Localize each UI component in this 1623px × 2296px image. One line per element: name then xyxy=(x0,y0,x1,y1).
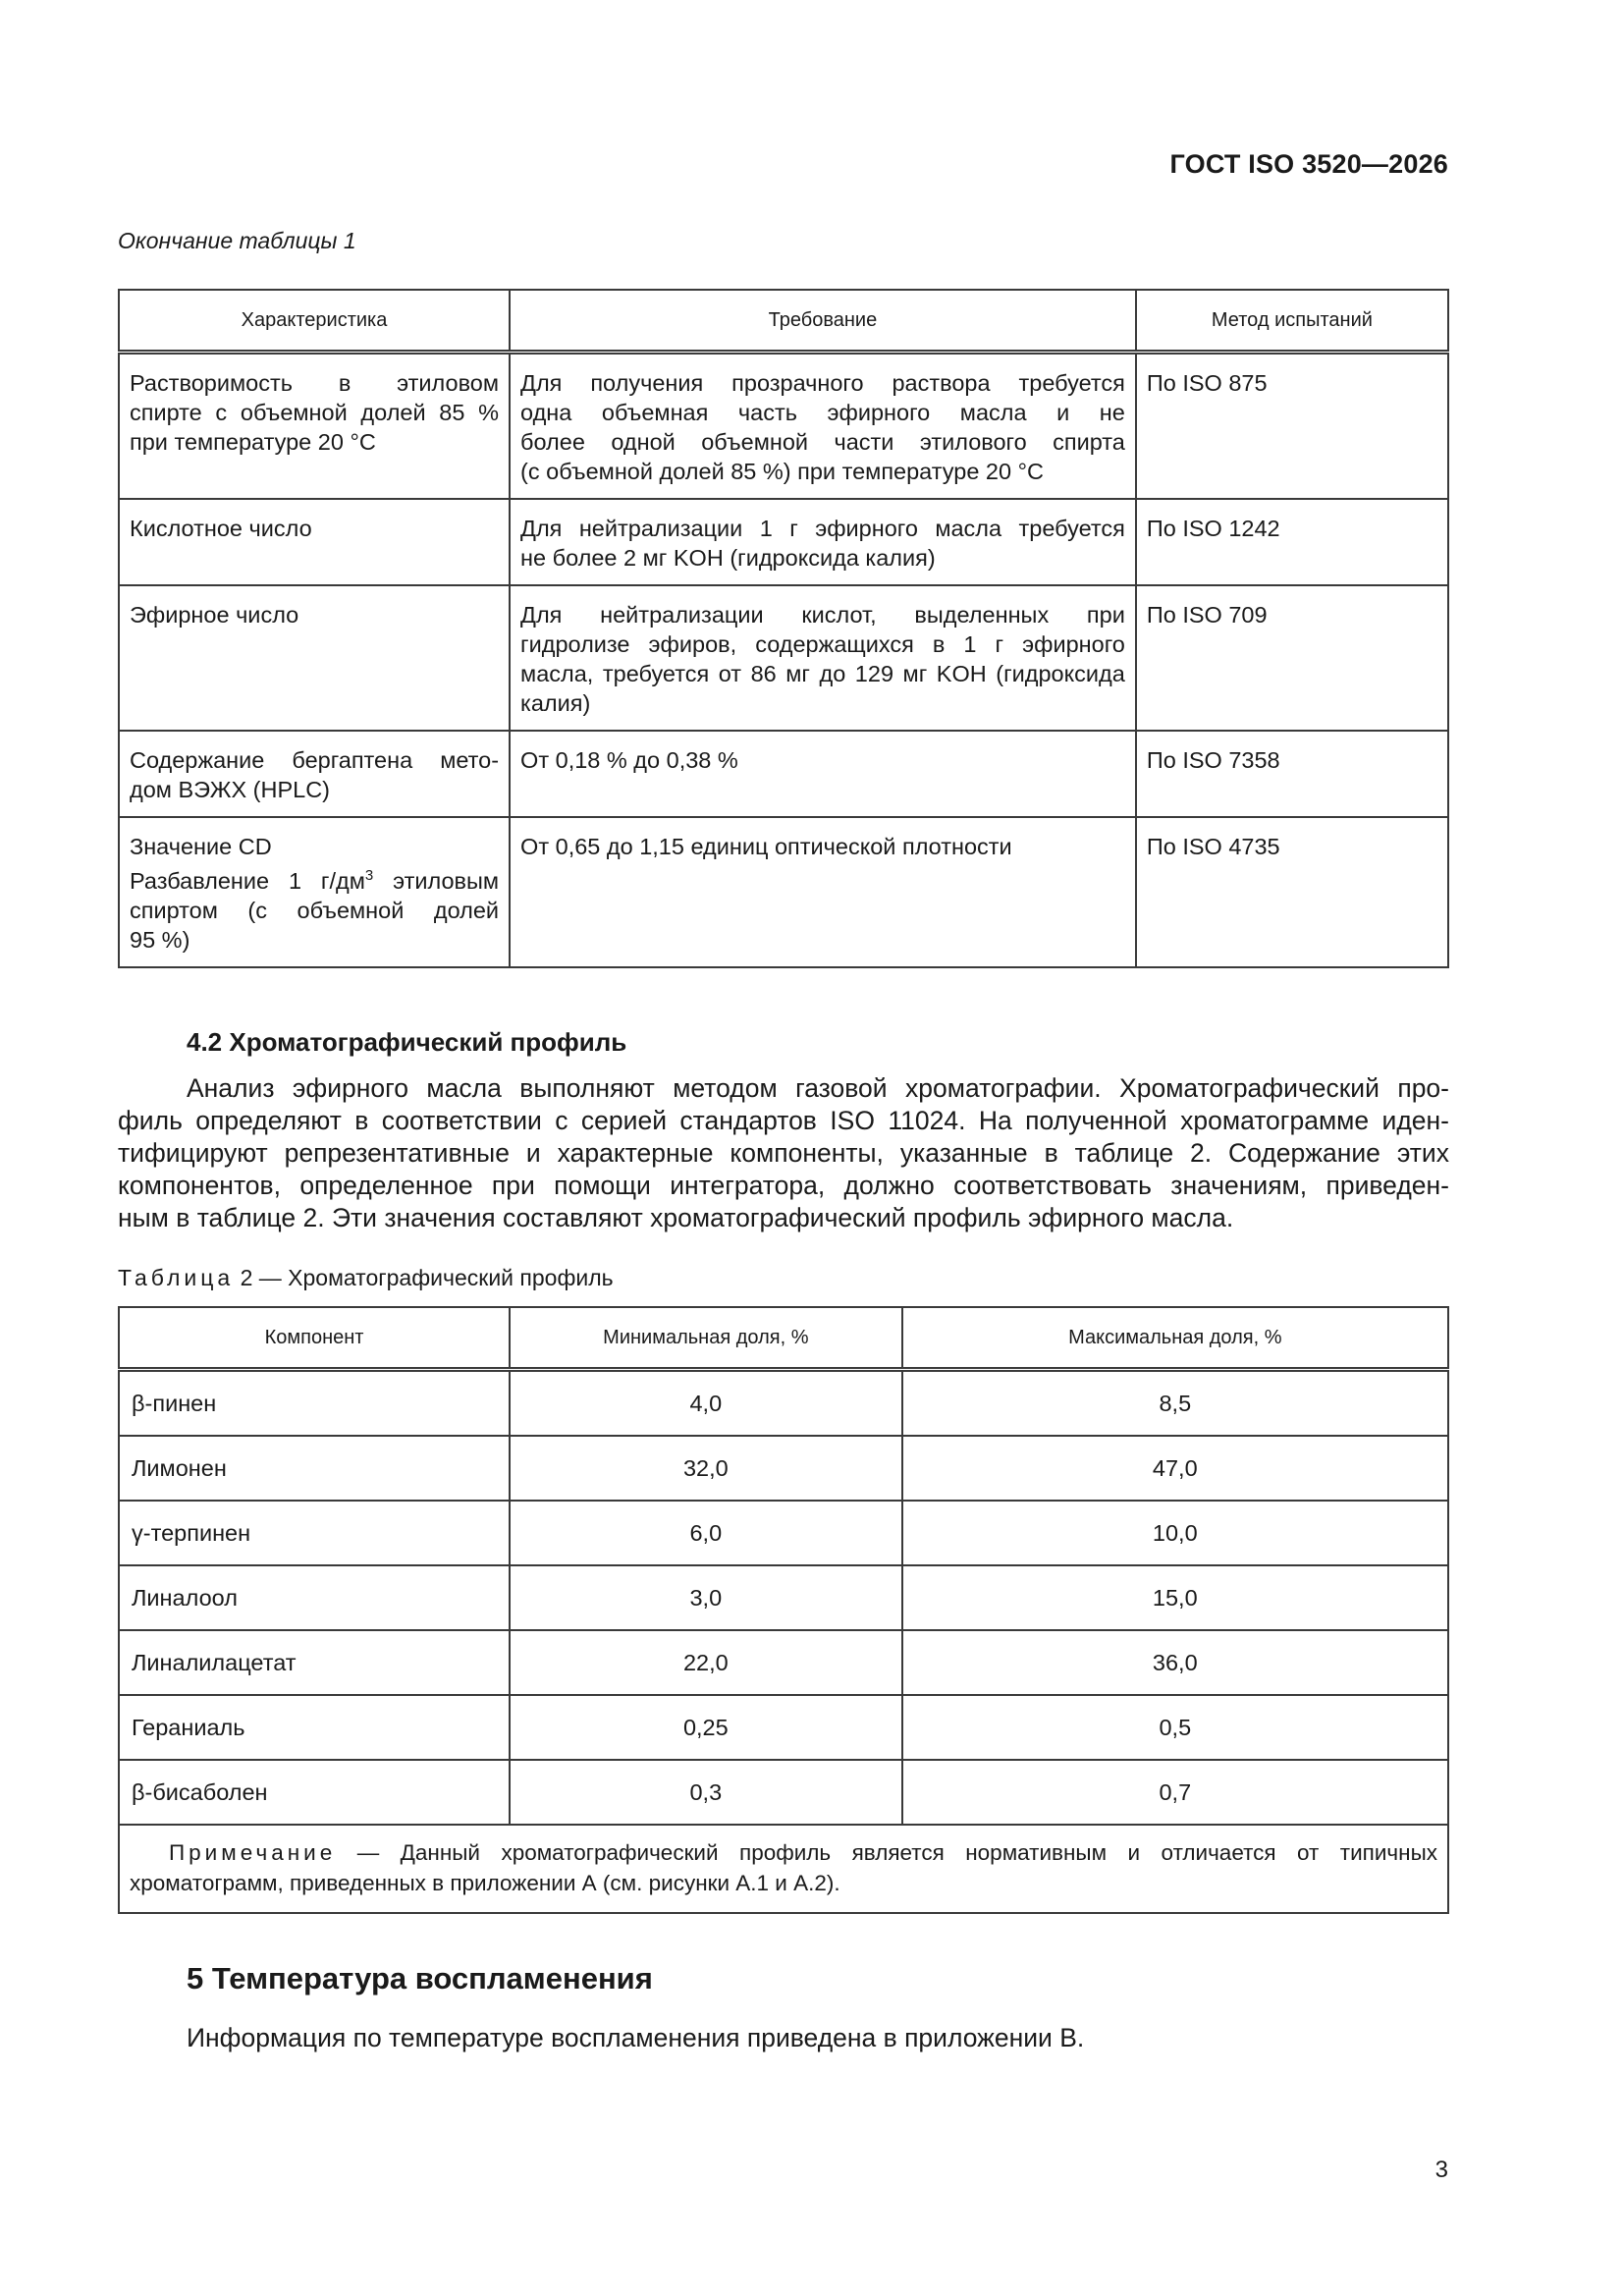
cell-line: Растворимость в этиловом xyxy=(130,370,500,396)
cell-line: более одной объемной части этилового спирта xyxy=(520,429,1125,455)
cell-line: Для нейтрализации 1 г эфирного масла требуется xyxy=(520,516,1125,541)
component-cell: Гераниаль xyxy=(119,1695,510,1760)
table1-header-row xyxy=(119,290,1448,353)
table-row xyxy=(119,1436,1448,1501)
component-cell: Линалоол xyxy=(119,1565,510,1630)
component-cell: Линалилацетат xyxy=(119,1630,510,1695)
requirement-cell xyxy=(510,817,1136,967)
min-cell: 0,3 xyxy=(510,1760,902,1825)
table-row xyxy=(119,1370,1448,1437)
min-cell: 3,0 xyxy=(510,1565,902,1630)
max-cell: 10,0 xyxy=(902,1501,1448,1565)
characteristic-cell xyxy=(119,817,510,967)
caption-text: 2 — Хроматографический профиль xyxy=(234,1265,614,1290)
section-4-2-paragraph xyxy=(118,1072,1449,1234)
table-row xyxy=(119,1630,1448,1695)
table1-header-requirement: Требование xyxy=(510,290,1136,353)
max-cell: 8,5 xyxy=(902,1370,1448,1437)
table2-header-max: Максимальная доля, % xyxy=(902,1307,1448,1370)
cell-line: спиртом (с объемной долей xyxy=(130,897,500,923)
cell-line xyxy=(130,861,499,896)
cell-line: От 0,65 до 1,15 единиц оптической плотности xyxy=(520,834,1012,859)
table-row xyxy=(119,817,1448,967)
table-note-row xyxy=(119,1825,1448,1913)
max-cell: 36,0 xyxy=(902,1630,1448,1695)
note-line: хроматограмм, приведенных в приложении А (см. рисунки А.1 и А.2). xyxy=(130,1871,840,1895)
cell-line: 95 %) xyxy=(130,926,190,953)
superscript: 3 xyxy=(364,867,374,884)
paragraph-line: компонентов, определенное при помощи интегратора, должно соответствовать значениям, приведен- xyxy=(118,1171,1449,1200)
characteristic-cell xyxy=(119,585,510,731)
cell-line: Кислотное число xyxy=(130,516,312,541)
cell-line: спирте с объемной долей 85 % xyxy=(130,400,500,425)
table-row xyxy=(119,1501,1448,1565)
section-5-title: 5 Температура воспламенения xyxy=(187,1961,653,1995)
page-number: 3 xyxy=(1434,2157,1448,2183)
characteristic-cell xyxy=(119,353,510,500)
cell-line: От 0,18 % до 0,38 % xyxy=(520,747,738,773)
min-cell: 0,25 xyxy=(510,1695,902,1760)
min-cell: 22,0 xyxy=(510,1630,902,1695)
table2-header-min: Минимальная доля, % xyxy=(510,1307,902,1370)
note-line xyxy=(130,1837,1437,1868)
table-2 xyxy=(118,1306,1449,1914)
cell-line: Содержание бергаптена мето- xyxy=(130,747,500,773)
method-cell: По ISO 4735 xyxy=(1136,817,1448,967)
paragraph-line: филь определяют в соответствии с серией стандартов ISO 11024. На полученной хроматограмме иден- xyxy=(118,1106,1449,1135)
cell-text: Разбавление 1 г/дм xyxy=(130,867,365,894)
table-1 xyxy=(118,289,1449,968)
characteristic-cell xyxy=(119,731,510,817)
note-text: — Данный хроматографический профиль является нормативным и отличается от типичных xyxy=(336,1840,1437,1865)
document-code: ГОСТ ISO 3520—2026 xyxy=(1169,149,1448,179)
table-row xyxy=(119,1760,1448,1825)
note-label: Примечание xyxy=(169,1840,337,1865)
requirement-cell xyxy=(510,585,1136,731)
requirement-cell xyxy=(510,499,1136,585)
table1-header-method: Метод испытаний xyxy=(1136,290,1448,353)
method-cell: По ISO 7358 xyxy=(1136,731,1448,817)
table-row xyxy=(119,353,1448,500)
table-row xyxy=(119,585,1448,731)
method-cell: По ISO 709 xyxy=(1136,585,1448,731)
cell-line: Для получения прозрачного раствора требуется xyxy=(520,370,1125,396)
max-cell: 47,0 xyxy=(902,1436,1448,1501)
method-cell: По ISO 1242 xyxy=(1136,499,1448,585)
section-4-2-title: 4.2 Хроматографический профиль xyxy=(187,1027,627,1057)
paragraph-line: Анализ эфирного масла выполняют методом газовой хроматографии. Хроматографический про- xyxy=(187,1073,1449,1103)
caption-label: Таблица xyxy=(118,1265,235,1290)
table2-header-component: Компонент xyxy=(119,1307,510,1370)
requirement-cell xyxy=(510,731,1136,817)
table2-header-row xyxy=(119,1307,1448,1370)
cell-line: дом ВЭЖХ (HPLC) xyxy=(130,777,330,802)
cell-line: при температуре 20 °C xyxy=(130,429,376,455)
cell-line: Для нейтрализации кислот, выделенных при xyxy=(520,602,1125,628)
cell-line: Эфирное число xyxy=(130,602,299,628)
table-row xyxy=(119,499,1448,585)
table1-header-characteristic: Характеристика xyxy=(119,290,510,353)
max-cell: 0,7 xyxy=(902,1760,1448,1825)
component-cell: Лимонен xyxy=(119,1436,510,1501)
cell-line: калия) xyxy=(520,690,591,716)
cell-line: гидролизе эфиров, содержащихся в 1 г эфирного xyxy=(520,631,1125,657)
requirement-cell xyxy=(510,353,1136,500)
cell-line: Значение CD xyxy=(130,834,272,859)
component-cell: β-бисаболен xyxy=(119,1760,510,1825)
table-row xyxy=(119,1695,1448,1760)
paragraph-line: тифицируют репрезентативные и характерные компоненты, указанные в таблице 2. Содержание этих xyxy=(118,1138,1449,1168)
cell-line: не более 2 мг KOH (гидроксида калия) xyxy=(520,545,936,571)
component-cell: β-пинен xyxy=(119,1370,510,1437)
max-cell: 0,5 xyxy=(902,1695,1448,1760)
paragraph-line: ным в таблице 2. Эти значения составляют хроматографический профиль эфирного масла. xyxy=(118,1203,1234,1232)
cell-line: одна объемная часть эфирного масла и не xyxy=(520,400,1125,425)
cell-line: (с объемной долей 85 %) при температуре 20 °C xyxy=(520,459,1044,484)
table-row xyxy=(119,1565,1448,1630)
section-5-text: Информация по температуре воспламенения приведена в приложении В. xyxy=(187,2023,1085,2052)
min-cell: 6,0 xyxy=(510,1501,902,1565)
max-cell: 15,0 xyxy=(902,1565,1448,1630)
min-cell: 32,0 xyxy=(510,1436,902,1501)
cell-line: масла, требуется от 86 мг до 129 мг KOH (гидроксида xyxy=(520,661,1125,686)
method-cell: По ISO 875 xyxy=(1136,353,1448,500)
component-cell: γ-терпинен xyxy=(119,1501,510,1565)
characteristic-cell xyxy=(119,499,510,585)
table2-caption xyxy=(118,1265,614,1291)
min-cell: 4,0 xyxy=(510,1370,902,1437)
table1-continuation-caption: Окончание таблицы 1 xyxy=(118,228,356,253)
cell-text: этиловым xyxy=(373,867,500,894)
table-note xyxy=(119,1825,1448,1913)
table-row xyxy=(119,731,1448,817)
